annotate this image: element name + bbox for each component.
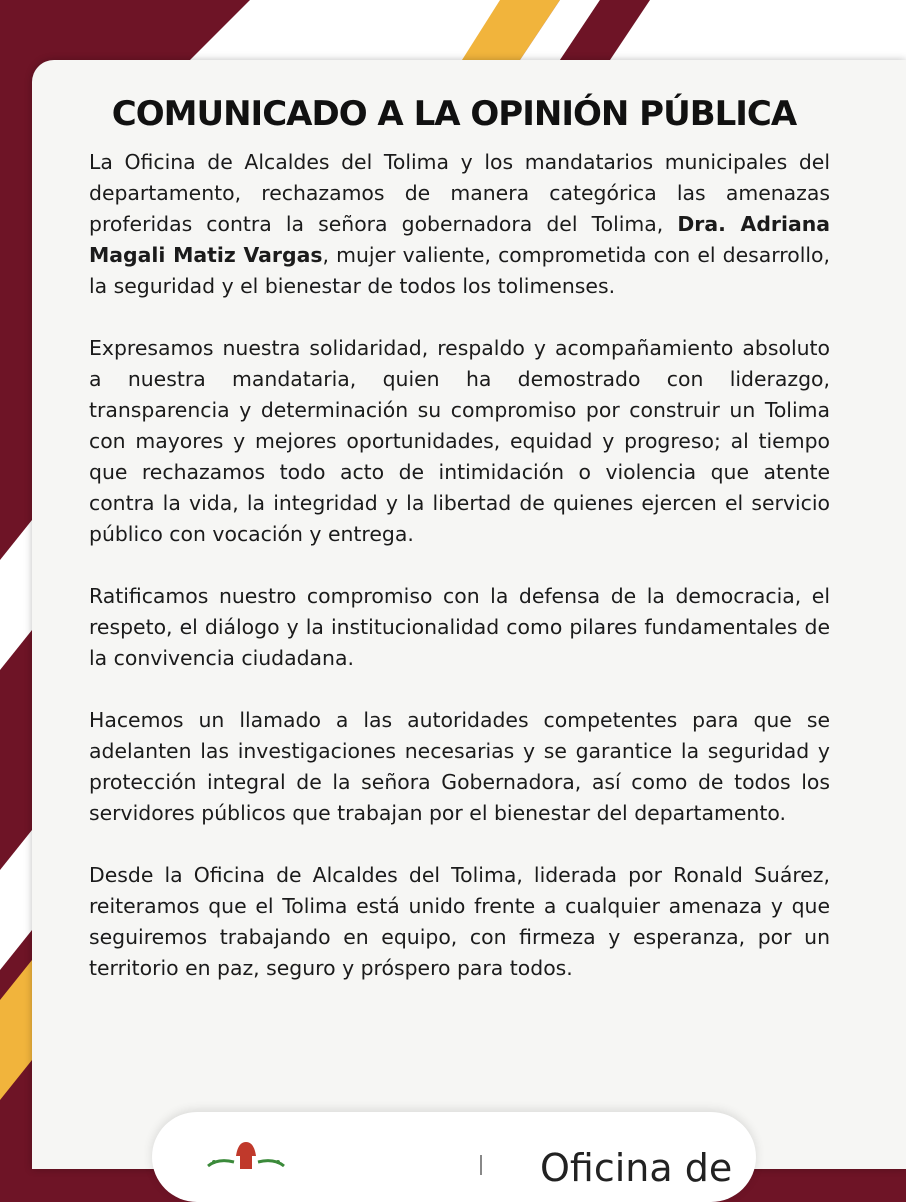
paragraph-4: Hacemos un llamado a las autoridades competentes para que se adelanten las investigaciones necesarias y se garantice la seguridad y protección integral de la señora Gobernadora, así como de todos los servidores públicos que trabajan por el bienestar del departamento. [89, 708, 830, 825]
footer-org-text: Oficina de [540, 1146, 733, 1190]
governor-name: Dra. Adriana Magali Matiz Vargas [89, 212, 830, 267]
paragraph-3: Ratificamos nuestro compromiso con la defensa de la democracia, el respeto, el diálogo y la institucionalidad como pilares fundamentales de la convivencia ciudadana. [89, 584, 830, 670]
paragraph-5: Desde la Oficina de Alcaldes del Tolima, liderada por Ronald Suárez, reiteramos que el Tolima está unido frente a cualquier amenaza y que seguiremos trabajando en equipo, con firmeza y esperanza, por un territorio en paz, seguro y próspero para todos. [89, 863, 830, 980]
tolima-emblem-icon [200, 1138, 292, 1169]
paragraph-1: La Oficina de Alcaldes del Tolima y los mandatarios municipales del departamento, rechazamos de manera categórica las amenazas proferidas contra la señora gobernadora del Tolima, Dra. Adriana Magali Matiz Vargas, mujer valiente, comprometida con el desarrollo, la seguridad y el bienestar de todos los tolimenses. [89, 150, 830, 298]
footer-divider [480, 1155, 482, 1175]
page-title: COMUNICADO A LA OPINIÓN PÚBLICA [111, 94, 797, 134]
communique-body [89, 147, 830, 1015]
paragraph-2: Expresamos nuestra solidaridad, respaldo y acompañamiento absoluto a nuestra mandataria, quien ha demostrado con liderazgo, transparencia y determinación su compromiso por construir un Tolima con mayores y mejores oportunidades, equidad y progreso; al tiempo que rechazamos todo acto de intimidación o violencia que atente contra la vida, la integridad y la libertad de quienes ejercen el servicio público con vocación y entrega. [89, 336, 830, 546]
